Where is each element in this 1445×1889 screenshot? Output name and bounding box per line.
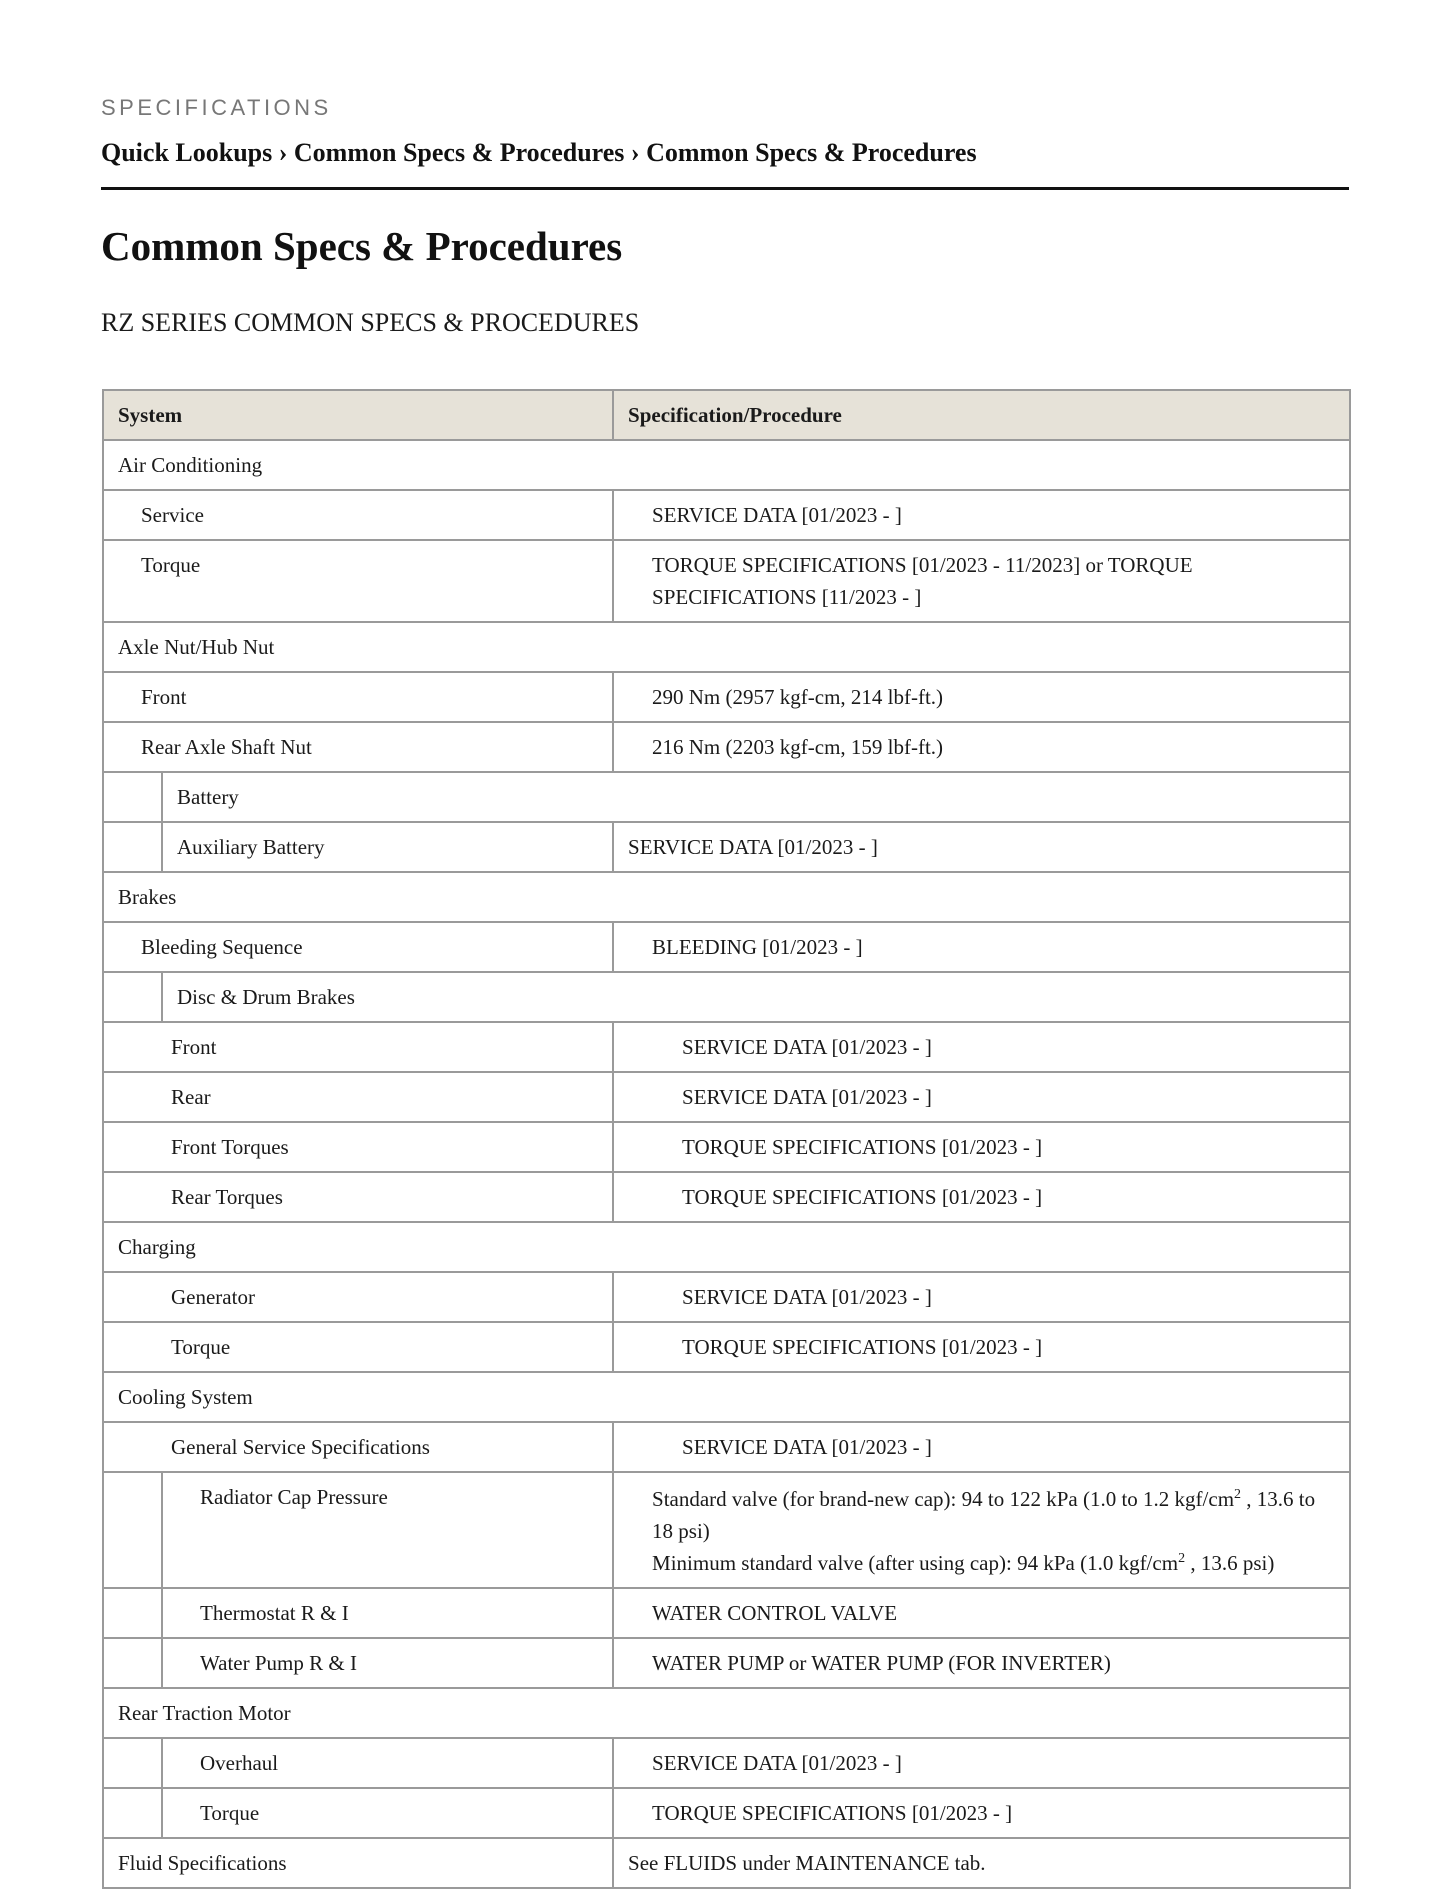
radiator-line-2: Minimum standard valve (after using cap): 94 kPa (1.0 kgf/$cm^2$ , 13.6 psi): [652, 1551, 1275, 1575]
table-row: [103, 1838, 1350, 1888]
spec-cell: See FLUIDS under MAINTENANCE tab.: [613, 1838, 1350, 1888]
header-spec: Specification/Procedure: [613, 390, 1350, 440]
system-cell: Generator: [103, 1272, 613, 1322]
table-row: [103, 1788, 1350, 1838]
table-row: [103, 672, 1350, 722]
spec-link[interactable]: SERVICE DATA [01/2023 - ]: [613, 1272, 1350, 1322]
group-rear-traction-motor: Rear Traction Motor: [103, 1688, 1350, 1738]
spec-link[interactable]: TORQUE SPECIFICATIONS [01/2023 - ]: [613, 1788, 1350, 1838]
group-battery: Battery: [162, 772, 1350, 822]
table-row: [103, 1322, 1350, 1372]
system-cell: Fluid Specifications: [103, 1838, 613, 1888]
spec-link[interactable]: TORQUE SPECIFICATIONS [01/2023 - 11/2023] or TORQUE SPECIFICATIONS [11/2023 - ]: [613, 540, 1350, 622]
specs-table: [102, 389, 1351, 1889]
table-row: [103, 1738, 1350, 1788]
table-row: [103, 1072, 1350, 1122]
breadcrumb: Quick Lookups › Common Specs & Procedures › Common Specs & Procedures: [101, 138, 977, 167]
indent-cell: [103, 1588, 162, 1638]
table-row: [103, 1638, 1350, 1688]
spec-link[interactable]: SERVICE DATA [01/2023 - ]: [613, 822, 1350, 872]
group-row: [103, 622, 1350, 672]
table-row: [103, 1588, 1350, 1638]
indent-cell: [103, 1788, 162, 1838]
table-row: [103, 722, 1350, 772]
table-row: [103, 1022, 1350, 1072]
group-charging: Charging: [103, 1222, 1350, 1272]
indent-cell: [103, 772, 162, 822]
group-cooling-system: Cooling System: [103, 1372, 1350, 1422]
header-system: System: [103, 390, 613, 440]
table-row: [103, 540, 1350, 622]
group-disc-drum-brakes: Disc & Drum Brakes: [162, 972, 1350, 1022]
spec-link[interactable]: SERVICE DATA [01/2023 - ]: [613, 1022, 1350, 1072]
system-cell: Rear: [103, 1072, 613, 1122]
spec-link[interactable]: TORQUE SPECIFICATIONS [01/2023 - ]: [613, 1122, 1350, 1172]
spec-link[interactable]: TORQUE SPECIFICATIONS [01/2023 - ]: [613, 1322, 1350, 1372]
spec-link[interactable]: SERVICE DATA [01/2023 - ]: [613, 1738, 1350, 1788]
table-row: [103, 490, 1350, 540]
table-header-row: [103, 390, 1350, 440]
system-cell: Thermostat R & I: [162, 1588, 613, 1638]
system-cell: Auxiliary Battery: [162, 822, 613, 872]
system-cell: Front: [103, 672, 613, 722]
group-row: [103, 1688, 1350, 1738]
system-cell: Rear Axle Shaft Nut: [103, 722, 613, 772]
spec-link[interactable]: SERVICE DATA [01/2023 - ]: [613, 1422, 1350, 1472]
indent-cell: [103, 1738, 162, 1788]
spec-cell: 290 Nm (2957 kgf-cm, 214 lbf-ft.): [613, 672, 1350, 722]
system-cell: Torque: [162, 1788, 613, 1838]
spec-cell: 216 Nm (2203 kgf-cm, 159 lbf-ft.): [613, 722, 1350, 772]
section-label: SPECIFICATIONS: [101, 95, 332, 120]
system-cell: Overhaul: [162, 1738, 613, 1788]
spec-link[interactable]: SERVICE DATA [01/2023 - ]: [613, 490, 1350, 540]
system-cell: Bleeding Sequence: [103, 922, 613, 972]
group-row: [103, 772, 1350, 822]
system-cell: Torque: [103, 540, 613, 622]
header-divider: [101, 187, 1349, 190]
indent-cell: [103, 1472, 162, 1588]
system-cell: Service: [103, 490, 613, 540]
table-row: [103, 1272, 1350, 1322]
table-row: [103, 922, 1350, 972]
spec-link[interactable]: TORQUE SPECIFICATIONS [01/2023 - ]: [613, 1172, 1350, 1222]
table-row: [103, 1122, 1350, 1172]
page-title: Common Specs & Procedures: [101, 223, 623, 269]
page-subtitle: RZ SERIES COMMON SPECS & PROCEDURES: [101, 308, 640, 337]
group-row: [103, 972, 1350, 1022]
radiator-line-1: Standard valve (for brand-new cap): 94 to 122 kPa (1.0 to 1.2 kgf/$cm^2$ , 13.6 to 18 psi): [652, 1487, 1316, 1543]
system-cell: Torque: [103, 1322, 613, 1372]
table-row: [103, 1472, 1350, 1588]
indent-cell: [103, 822, 162, 872]
indent-cell: [103, 1638, 162, 1688]
spec-cell-radiator-cap: [613, 1472, 1350, 1588]
spec-link[interactable]: BLEEDING [01/2023 - ]: [613, 922, 1350, 972]
table-row: [103, 1172, 1350, 1222]
group-row: [103, 1372, 1350, 1422]
table-row: [103, 822, 1350, 872]
group-row: [103, 440, 1350, 490]
group-row: [103, 1222, 1350, 1272]
group-axle-nut: Axle Nut/Hub Nut: [103, 622, 1350, 672]
system-cell: Water Pump R & I: [162, 1638, 613, 1688]
system-cell: Front: [103, 1022, 613, 1072]
table-row: [103, 1422, 1350, 1472]
system-cell: Radiator Cap Pressure: [162, 1472, 613, 1588]
spec-link[interactable]: WATER PUMP or WATER PUMP (FOR INVERTER): [613, 1638, 1350, 1688]
spec-link[interactable]: SERVICE DATA [01/2023 - ]: [613, 1072, 1350, 1122]
indent-cell: [103, 972, 162, 1022]
spec-link[interactable]: WATER CONTROL VALVE: [613, 1588, 1350, 1638]
system-cell: Rear Torques: [103, 1172, 613, 1222]
group-air-conditioning: Air Conditioning: [103, 440, 1350, 490]
system-cell: Front Torques: [103, 1122, 613, 1172]
group-brakes: Brakes: [103, 872, 1350, 922]
system-cell: General Service Specifications: [103, 1422, 613, 1472]
group-row: [103, 872, 1350, 922]
